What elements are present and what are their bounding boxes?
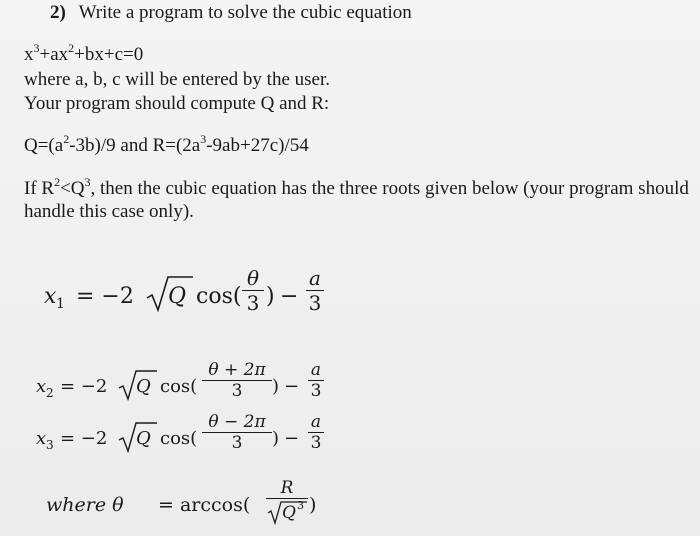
problem-number: 2) [50, 2, 66, 23]
theta-over-3: θ 3 [242, 266, 264, 315]
theta-minus-2pi-over-3: θ − 2π 3 [202, 412, 272, 453]
r-over-sqrt-q-cubed: R Q 3 [266, 478, 308, 523]
cubic-equation: $x^3+ax^2+bx+c=0$ [24, 41, 144, 65]
qr-formulas: $Q=(a^2-3b)/9$ and $R=(2a^3-9ab+27c)/54$ [24, 132, 309, 156]
theta-plus-2pi-over-3: θ + 2π 3 [202, 360, 272, 401]
a-over-3: a 3 [306, 266, 324, 315]
a-over-3: a 3 [308, 412, 324, 453]
a-over-3: a 3 [308, 360, 324, 401]
condition-line-1: If $R^2<Q^3$, then the cubic equation has the three roots given below (your program should [24, 175, 689, 199]
input-description: where a, b, c will be entered by the user. [24, 69, 330, 90]
problem-title: Write a program to solve the cubic equation [78, 2, 412, 23]
document-page: 2) Write a program to solve the cubic equation $x^3+ax^2+bx+c=0$ where a, b, c will be entered by the user. Your program should compute Q and R: $Q=(a^2-3b)/9$ and $R=(2a^3-9ab+27c)/54$ If $R^2<Q^3$, then the cubic equation has the three roots given below (your program should handle this case only). x 1 = −2 Q cos( θ 3 ) − a 3 x 2 = −2 Q cos( θ + 2π 3 ) − a 3 x 3 = −2 Q cos( θ − 2π 3 ) − a 3 where θ = arccos( R Q 3 ) [0, 0, 700, 536]
problem-heading [50, 2, 412, 24]
compute-description: Your program should compute Q and R: [24, 93, 330, 114]
condition-line-2: handle this case only). [24, 201, 194, 222]
